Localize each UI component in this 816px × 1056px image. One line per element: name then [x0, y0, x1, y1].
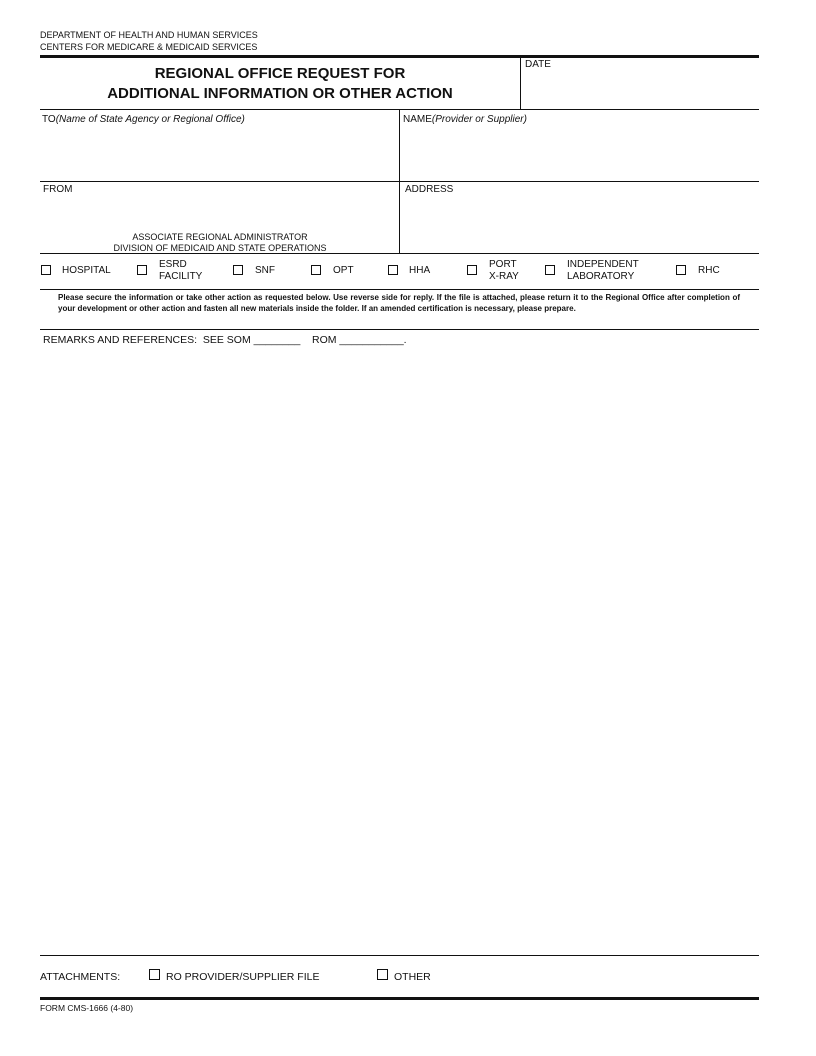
- esrd-facility-checkbox[interactable]: [137, 265, 147, 275]
- port-xray-label-line-2: X-RAY: [489, 271, 519, 282]
- esrd-label-line-2: FACILITY: [159, 271, 203, 282]
- hospital-checkbox[interactable]: [41, 265, 51, 275]
- to-input[interactable]: [44, 132, 394, 176]
- ro-provider-supplier-file-label: RO PROVIDER/SUPPLIER FILE: [166, 971, 320, 983]
- remarks-input[interactable]: [43, 354, 757, 944]
- hospital-label: [62, 265, 111, 277]
- snf-label: [255, 265, 275, 277]
- port-xray-label: [489, 259, 519, 283]
- name-label-text: NAME: [403, 114, 432, 125]
- name-input[interactable]: [405, 132, 755, 176]
- ro-provider-supplier-file-checkbox[interactable]: [149, 969, 160, 980]
- rhc-label-line: RHC: [698, 265, 720, 276]
- agency-line-2: CENTERS FOR MEDICARE & MEDICAID SERVICES: [40, 42, 258, 52]
- from-signature-block: [80, 232, 360, 254]
- title-line-2: ADDITIONAL INFORMATION OR OTHER ACTION: [107, 85, 453, 102]
- to-label: [42, 114, 245, 125]
- attachments-top-rule: [40, 955, 759, 956]
- independent-laboratory-label: [567, 259, 639, 283]
- from-sign-line-1: ASSOCIATE REGIONAL ADMINISTRATOR: [132, 232, 308, 242]
- to-name-divider: [399, 110, 400, 254]
- rhc-label: [698, 265, 720, 277]
- address-label: ADDRESS: [405, 184, 454, 195]
- from-sign-line-2: DIVISION OF MEDICAID AND STATE OPERATIONS: [113, 243, 327, 253]
- to-bottom-rule: [40, 181, 759, 182]
- hospital-label-line: HOSPITAL: [62, 265, 111, 276]
- title-line-1: REGIONAL OFFICE REQUEST FOR: [154, 65, 406, 82]
- opt-label: [333, 265, 354, 277]
- esrd-label-line-1: ESRD: [159, 259, 187, 270]
- instructions-text: Please secure the information or take other action as requested below. Use reverse side for reply. If the file is attached, please return it to the Regional Office after completion of your development or other action and fasten all new materials inside the folder. If an amended certification is necessary, please prepare.: [58, 293, 740, 313]
- checkbox-bottom-rule: [40, 289, 759, 290]
- snf-checkbox[interactable]: [233, 265, 243, 275]
- snf-label-line: SNF: [255, 265, 275, 276]
- agency-line-1: DEPARTMENT OF HEALTH AND HUMAN SERVICES: [40, 30, 258, 40]
- from-label: FROM: [43, 184, 73, 195]
- date-input[interactable]: [525, 76, 755, 106]
- opt-label-line: OPT: [333, 265, 354, 276]
- esrd-facility-label: [159, 259, 202, 283]
- opt-checkbox[interactable]: [311, 265, 321, 275]
- attachments-label: ATTACHMENTS:: [40, 971, 121, 983]
- form-title: [40, 58, 520, 109]
- to-label-text: TO: [42, 114, 56, 125]
- hha-label-line: HHA: [409, 265, 431, 276]
- bottom-thick-rule: [40, 997, 759, 1000]
- hha-label: [409, 265, 430, 277]
- address-input[interactable]: [405, 200, 755, 248]
- port-xray-label-line-1: PORT: [489, 259, 517, 270]
- name-label: [403, 114, 527, 125]
- remarks-label: REMARKS AND REFERENCES: SEE SOM ________ ROM ___________.: [43, 334, 407, 346]
- other-label: OTHER: [394, 971, 431, 983]
- port-xray-checkbox[interactable]: [467, 265, 477, 275]
- to-hint: (Name of State Agency or Regional Office): [55, 114, 245, 125]
- rhc-checkbox[interactable]: [676, 265, 686, 275]
- date-label: DATE: [525, 59, 551, 70]
- date-divider: [520, 58, 521, 110]
- independent-laboratory-checkbox[interactable]: [545, 265, 555, 275]
- name-hint: (Provider or Supplier): [431, 114, 527, 125]
- from-bottom-rule: [40, 253, 759, 254]
- hha-checkbox[interactable]: [388, 265, 398, 275]
- agency-header: [40, 29, 258, 53]
- instructions-bottom-rule: [40, 329, 759, 330]
- lab-label-line-2: LABORATORY: [567, 271, 635, 282]
- lab-label-line-1: INDEPENDENT: [567, 259, 639, 270]
- form-id: FORM CMS-1666 (4-80): [40, 1003, 134, 1013]
- other-checkbox[interactable]: [377, 969, 388, 980]
